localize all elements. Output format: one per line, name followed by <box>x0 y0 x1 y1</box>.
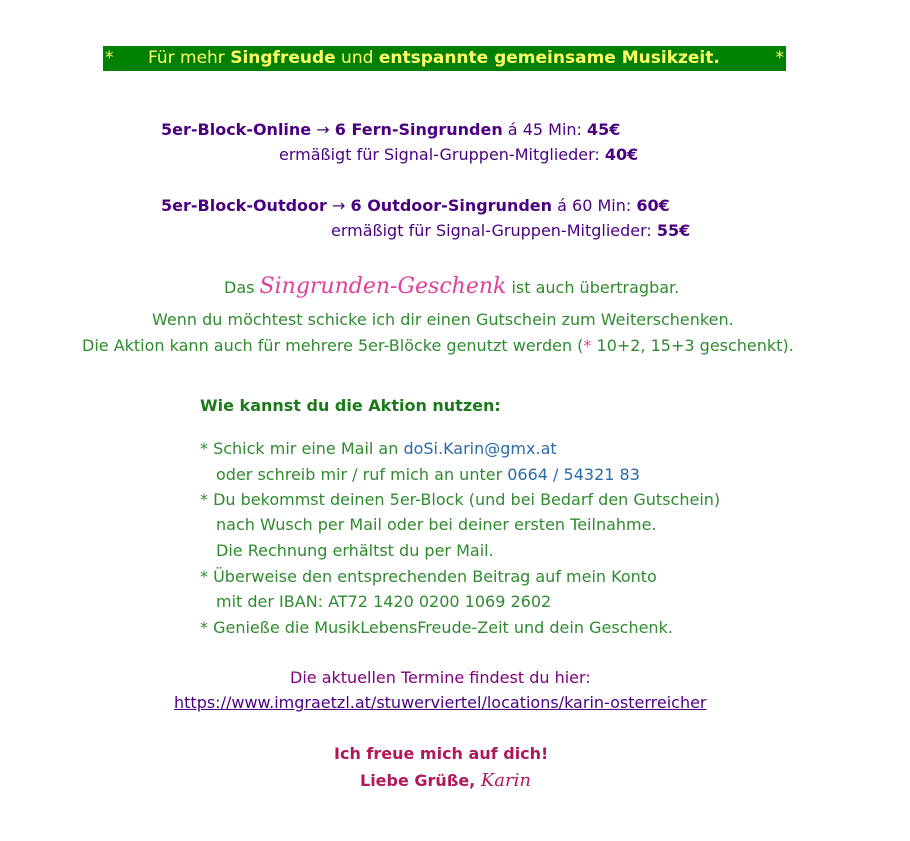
gift-multi-post: 10+2, 15+3 geschenkt). <box>591 336 794 355</box>
banner-mid: und <box>335 48 379 68</box>
banner-pre: Für mehr <box>148 48 231 68</box>
closing-line: Ich freue mich auf dich! <box>334 744 549 763</box>
gift-line <box>224 274 679 301</box>
outdoor-sessions: 6 Outdoor-Singrunden <box>350 196 553 215</box>
howto-step-receive-2: nach Wusch per Mail oder bei deiner ersten Teilnahme. <box>216 515 657 534</box>
online-block-title: 5er-Block-Online <box>161 120 312 139</box>
outdoor-block-title: 5er-Block-Outdoor <box>161 196 327 215</box>
closing-greeting: Liebe Grüße, <box>360 771 481 790</box>
gift-multi-star: * <box>583 336 592 355</box>
online-block-line <box>161 120 620 139</box>
howto-mail-text: * Schick mir eine Mail an <box>200 439 404 458</box>
signature-name: Karin <box>480 770 531 791</box>
online-duration: á 45 Min: <box>502 120 588 139</box>
gift-script-title: Singrunden-Geschenk <box>259 274 507 299</box>
gift-multi-line <box>82 336 794 355</box>
outdoor-duration: á 60 Min: <box>552 196 637 215</box>
banner-star-right: * <box>775 48 784 68</box>
outdoor-arrow: → <box>326 196 351 215</box>
howto-step-transfer: * Überweise den entsprechenden Beitrag auf mein Konto <box>200 567 657 586</box>
online-reduced-price: 40€ <box>604 145 639 164</box>
dates-label: Die aktuellen Termine findest du hier: <box>290 668 591 687</box>
gift-voucher-line: Wenn du möchtest schicke ich dir einen Gutschein zum Weiterschenken. <box>152 310 734 329</box>
howto-step-receive: * Du bekommst deinen 5er-Block (und bei Bedarf den Gutschein) <box>200 490 721 509</box>
banner-text <box>148 46 720 71</box>
howto-step-invoice: Die Rechnung erhältst du per Mail. <box>216 541 494 560</box>
gift-multi-pre: Die Aktion kann auch für mehrere 5er-Blöcke genutzt werden ( <box>82 336 584 355</box>
online-price: 45€ <box>587 120 621 139</box>
headline-banner <box>103 46 786 71</box>
online-sessions: 6 Fern-Singrunden <box>334 120 503 139</box>
banner-bold-singfreude: Singfreude <box>230 48 336 68</box>
howto-step-phone <box>216 465 640 484</box>
howto-heading: Wie kannst du die Aktion nutzen: <box>200 396 501 415</box>
online-reduced-text: ermäßigt für Signal-Gruppen-Mitglieder: <box>279 145 605 164</box>
howto-phone-text: oder schreib mir / ruf mich an unter <box>216 465 508 484</box>
outdoor-block-line <box>161 196 670 215</box>
howto-iban: mit der IBAN: AT72 1420 0200 1069 2602 <box>216 592 552 611</box>
online-reduced-line <box>279 145 638 164</box>
outdoor-reduced-price: 55€ <box>656 221 691 240</box>
banner-bold-musikzeit: entspannte gemeinsame Musikzeit. <box>378 48 720 68</box>
howto-step-enjoy: * Genieße die MusikLebensFreude-Zeit und dein Geschenk. <box>200 618 673 637</box>
outdoor-reduced-line <box>331 221 690 240</box>
gift-pre: Das <box>224 278 260 297</box>
email-link[interactable]: doSi.Karin@gmx.at <box>403 439 557 458</box>
closing-signature <box>360 770 531 791</box>
phone-number[interactable]: 0664 / 54321 83 <box>507 465 640 484</box>
gift-post: ist auch übertragbar. <box>506 278 680 297</box>
outdoor-reduced-text: ermäßigt für Signal-Gruppen-Mitglieder: <box>331 221 657 240</box>
online-arrow: → <box>311 120 335 139</box>
howto-step-mail <box>200 439 557 458</box>
outdoor-price: 60€ <box>636 196 670 215</box>
dates-url-link[interactable]: https://www.imgraetzl.at/stuwerviertel/locations/karin-osterreicher <box>174 693 707 712</box>
banner-star-left: * <box>105 48 114 68</box>
